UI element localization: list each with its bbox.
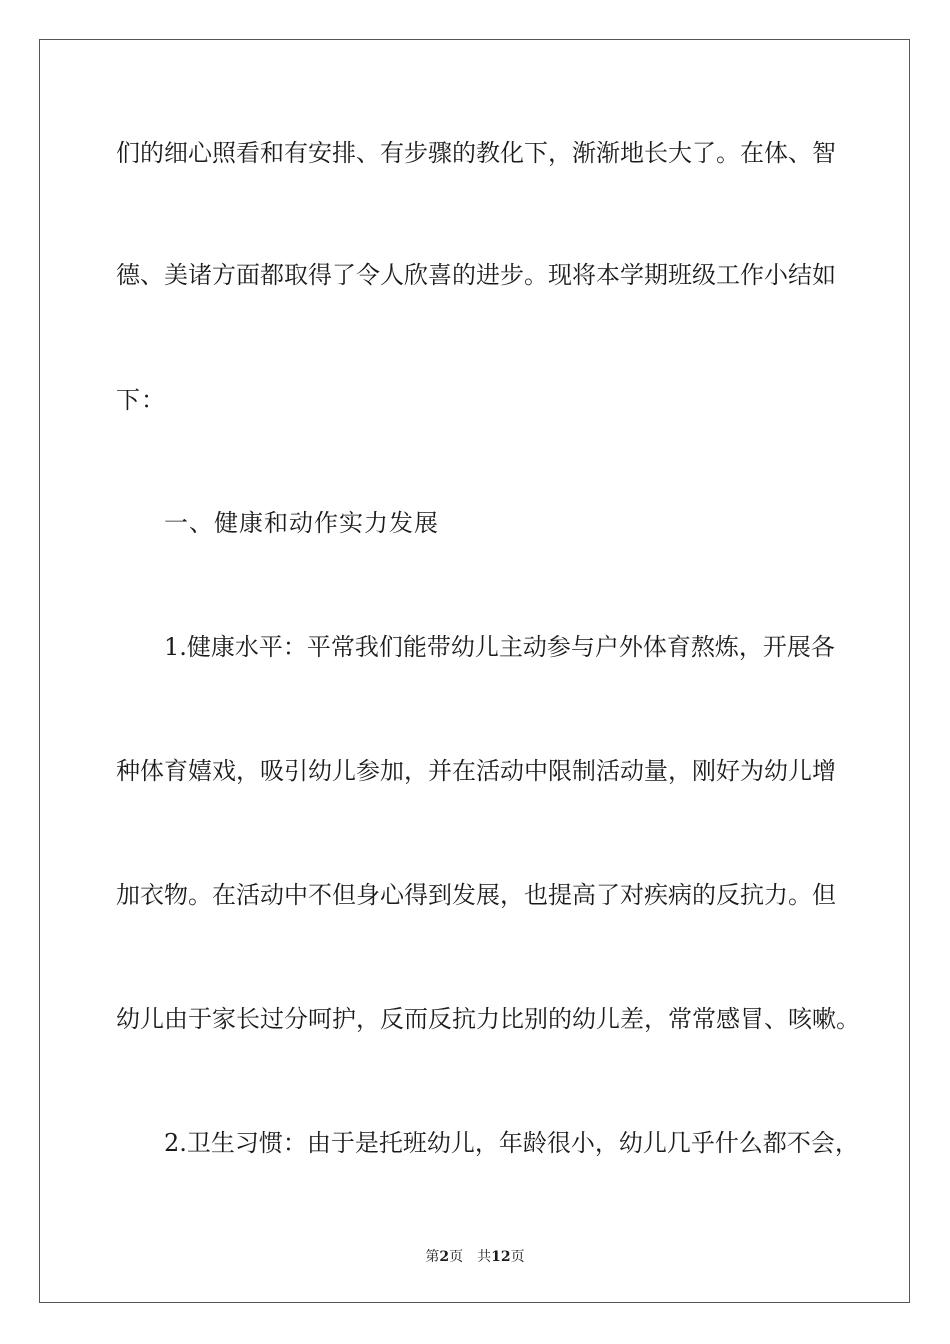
footer-page-prefix: 第 [425,1249,440,1265]
body-line-9: 2.卫生习惯：由于是托班幼儿，年龄很小，幼儿几乎什么都不会， [164,1129,859,1157]
footer-page-current: 2 [439,1249,450,1265]
footer-total-prefix: 共 [477,1249,492,1265]
footer-page-suffix: 页 [449,1249,464,1265]
body-line-5: 1.健康水平：平常我们能带幼儿主动参与户外体育熬炼，开展各 [164,633,835,661]
body-line-8: 幼儿由于家长过分呵护，反而反抗力比别的幼儿差，常常感冒、咳嗽。 [116,1005,860,1033]
section-heading: 一、健康和动作实力发展 [164,509,439,537]
page-frame [39,39,910,1303]
body-line-2: 德、美诸方面都取得了令人欣喜的进步。现将本学期班级工作小结如 [116,261,836,289]
body-line-7: 加衣物。在活动中不但身心得到发展，也提高了对疾病的反抗力。但 [116,881,836,909]
footer-total-suffix: 页 [510,1249,525,1265]
page-footer [0,1248,950,1266]
body-line-3: 下： [116,386,166,414]
body-line-6: 种体育嬉戏，吸引幼儿参加，并在活动中限制活动量，刚好为幼儿增 [116,757,836,785]
body-line-1: 们的细心照看和有安排、有步骤的教化下，渐渐地长大了。在体、智 [116,139,836,167]
footer-page-total: 12 [491,1249,511,1265]
